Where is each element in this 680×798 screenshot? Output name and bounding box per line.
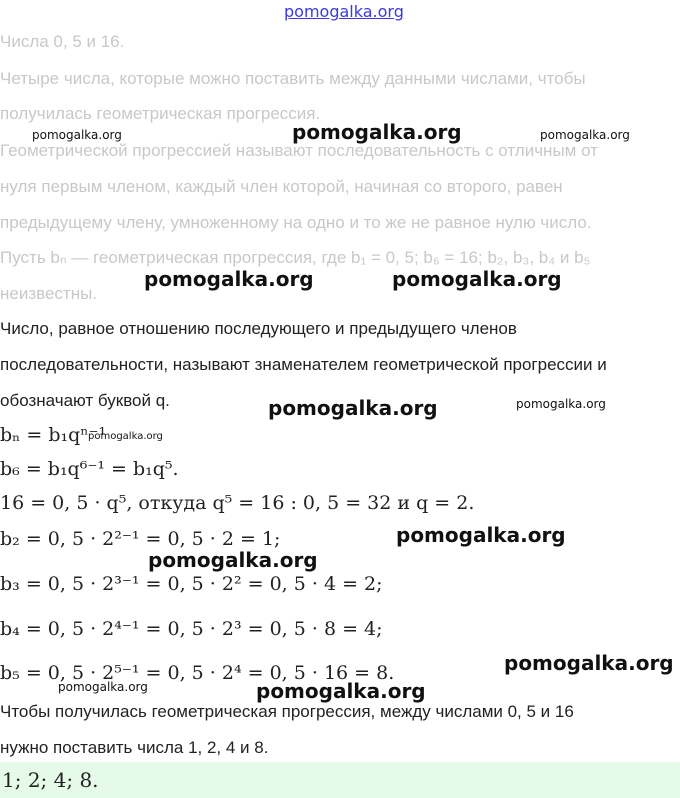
definition-line-3: предыдущему члену, умноженному на одно и то же не равное нулю число. xyxy=(0,213,592,232)
watermark: pomogalka.org xyxy=(58,680,148,694)
watermark: pomogalka.org xyxy=(144,267,314,291)
formula-b5: b₅ = 0, 5 · 2⁵⁻¹ = 0, 5 · 2⁴ = 0, 5 · 16 = 8. xyxy=(0,662,395,684)
formula-b4: b₄ = 0, 5 · 2⁴⁻¹ = 0, 5 · 2³ = 0, 5 · 8 = 4; xyxy=(0,618,383,640)
site-link[interactable]: pomogalka.org xyxy=(284,2,404,21)
let-line: Пусть bₙ — геометрическая прогрессия, где b₁ = 0, 5; b₆ = 16; b₂, b₃, b₄ и b₅ xyxy=(0,248,591,267)
task-line-1: Четыре числа, которые можно поставить между данными числами, чтобы xyxy=(0,69,586,88)
formula-q: 16 = 0, 5 · q⁵, откуда q⁵ = 16 : 0, 5 = 32 и q = 2. xyxy=(0,492,475,514)
ratio-line-3: обозначают буквой q. xyxy=(0,391,170,410)
watermark: pomogalka.org xyxy=(148,548,318,572)
task-line-2: получилась геометрическая прогрессия. xyxy=(0,104,321,123)
watermark: pomogalka.org xyxy=(256,679,426,703)
given-numbers: Числа 0, 5 и 16. xyxy=(0,32,125,51)
conclusion-line-2: нужно поставить числа 1, 2, 4 и 8. xyxy=(0,738,269,757)
formula-general: bₙ = b₁qⁿ⁻¹ xyxy=(0,424,107,446)
formula-b3: b₃ = 0, 5 · 2³⁻¹ = 0, 5 · 2² = 0, 5 · 4 = 2; xyxy=(0,573,383,595)
watermark: pomogalka.org xyxy=(396,523,566,547)
unknown-line: неизвестны. xyxy=(0,284,98,303)
answer-text: 1; 2; 4; 8. xyxy=(2,768,99,792)
watermark: pomogalka.org xyxy=(268,396,438,420)
watermark: pomogalka.org xyxy=(540,128,630,142)
definition-line-2: нуля первым членом, каждый член которой, начиная со второго, равен xyxy=(0,177,563,196)
watermark: pomogalka.org xyxy=(504,651,674,675)
answer-box xyxy=(0,762,680,798)
definition-line-1: Геометрической прогрессией называют последовательность с отличным от xyxy=(0,141,598,160)
watermark: pomogalka.org xyxy=(516,397,606,411)
formula-b2: b₂ = 0, 5 · 2²⁻¹ = 0, 5 · 2 = 1; xyxy=(0,528,281,550)
watermark: pomogalka.org xyxy=(88,431,163,442)
watermark: pomogalka.org xyxy=(392,267,562,291)
watermark: pomogalka.org xyxy=(292,120,462,144)
formula-b6: b₆ = b₁q⁶⁻¹ = b₁q⁵. xyxy=(0,458,179,480)
conclusion-line-1: Чтобы получилась геометрическая прогрессия, между числами 0, 5 и 16 xyxy=(0,702,574,721)
watermark: pomogalka.org xyxy=(32,128,122,142)
ratio-line-2: последовательности, называют знаменателем геометрической прогрессии и xyxy=(0,355,607,374)
ratio-line-1: Число, равное отношению последующего и предыдущего членов xyxy=(0,319,517,338)
